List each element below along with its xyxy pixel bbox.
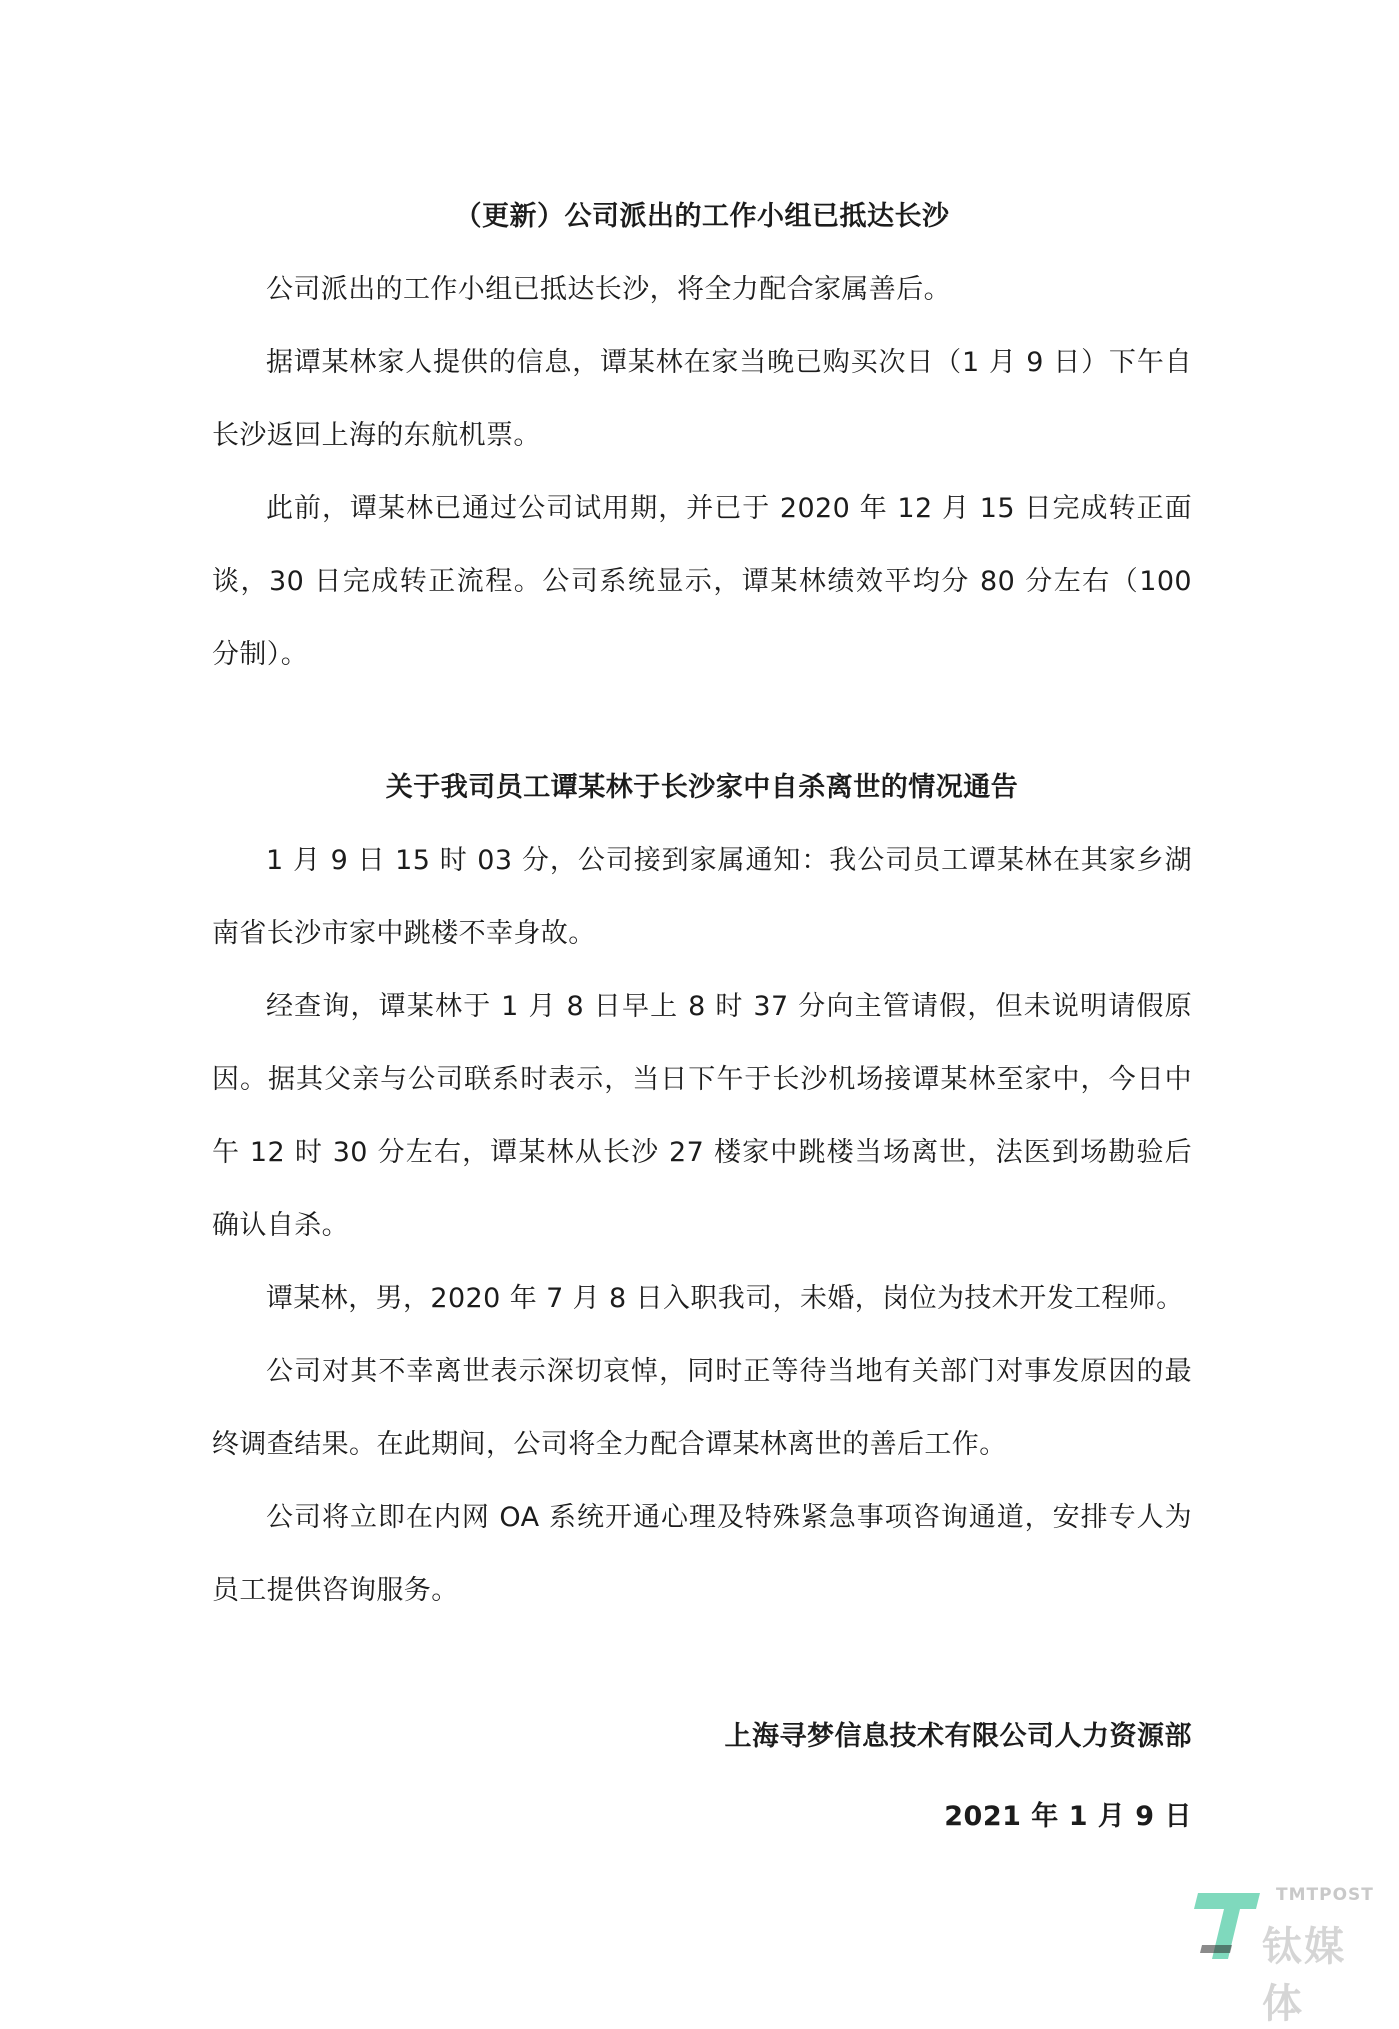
section2-paragraph-3: 谭某林，男，2020 年 7 月 8 日入职我司，未婚，岗位为技术开发工程师。 (266, 1283, 1184, 1314)
section1-title: （更新）公司派出的工作小组已抵达长沙 (454, 201, 950, 232)
section2-paragraph-2: 经查询，谭某林于 1 月 8 日早上 8 时 37 分向主管请假，但未说明请假原因。据其父亲与公司联系时表示，当日下午于长沙机场接谭某林至家中，今日中午 12 时 30 分左右，谭某林从长沙 27 楼家中跳楼当场离世，法医到场勘验后确认自杀。 (212, 991, 1192, 1241)
section1-paragraph-2: 据谭某林家人提供的信息，谭某林在家当晚已购买次日（1 月 9 日）下午自长沙返回上海的东航机票。 (212, 347, 1192, 451)
section2-paragraph-1: 1 月 9 日 15 时 03 分，公司接到家属通知：我公司员工谭某林在其家乡湖南省长沙市家中跳楼不幸身故。 (212, 845, 1192, 949)
tmtpost-logo-icon (1192, 1889, 1262, 1967)
section1-paragraph-1: 公司派出的工作小组已抵达长沙，将全力配合家属善后。 (266, 274, 951, 305)
tmtpost-watermark (1192, 1885, 1382, 2027)
watermark-brand-cn: 钛媒体 (1262, 1924, 1346, 2027)
section-spacer (212, 691, 1192, 751)
signature-organization: 上海寻梦信息技术有限公司人力资源部 (724, 1721, 1192, 1752)
signature-date: 2021 年 1 月 9 日 (944, 1801, 1192, 1832)
document-page (212, 180, 1192, 1857)
watermark-brand-en: TMTPOST (1276, 1885, 1374, 1905)
section2-paragraph-4: 公司对其不幸离世表示深切哀悼，同时正等待当地有关部门对事发原因的最终调查结果。在此期间，公司将全力配合谭某林离世的善后工作。 (212, 1356, 1192, 1460)
section2-title: 关于我司员工谭某林于长沙家中自杀离世的情况通告 (385, 772, 1019, 803)
section1-paragraph-3: 此前，谭某林已通过公司试用期，并已于 2020 年 12 月 15 日完成转正面谈，30 日完成转正流程。公司系统显示，谭某林绩效平均分 80 分左右（100 分制）。 (212, 493, 1192, 670)
signature-spacer (212, 1627, 1192, 1697)
section2-paragraph-5: 公司将立即在内网 OA 系统开通心理及特殊紧急事项咨询通道，安排专人为员工提供咨询服务。 (212, 1502, 1192, 1606)
